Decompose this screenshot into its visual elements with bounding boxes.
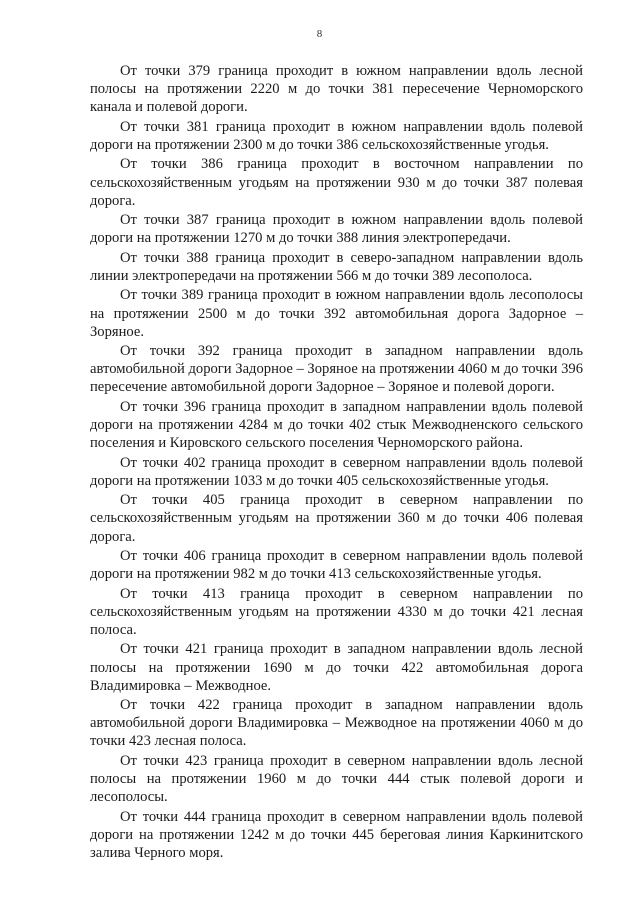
paragraph: От точки 413 граница проходит в северном направлении по сельскохозяйственным угодьям на протяжении 4330 м до точки 421 лесная полоса. xyxy=(90,585,583,638)
paragraph: От точки 422 граница проходит в западном направлении вдоль автомобильной дороги Владимировка – Межводное на протяжении 4060 м до точки 423 лесная полоса. xyxy=(90,697,583,750)
paragraph: От точки 392 граница проходит в западном направлении вдоль автомобильной дороги Задорное – Зоряное на протяжении 4060 м до точки 396 пересечение автомобильной дороги Задорное – Зоряное и полевой дороги. xyxy=(90,343,583,396)
page-number: 8 xyxy=(316,28,323,40)
paragraph: От точки 387 граница проходит в южном направлении вдоль полевой дороги на протяжении 1270 м до точки 388 линия электропередачи. xyxy=(90,212,583,247)
paragraph: От точки 421 граница проходит в западном направлении вдоль лесной полосы на протяжении 1690 м до точки 422 автомобильная дорога Владимировка – Межводное. xyxy=(90,641,583,694)
paragraph: От точки 444 граница проходит в северном направлении вдоль полевой дороги на протяжении 1242 м до точки 445 береговая линия Каркинитского залива Черного моря. xyxy=(90,808,583,862)
paragraph: От точки 379 граница проходит в южном направлении вдоль лесной полосы на протяжении 2220 м до точки 381 пересечение Черноморского канала и полевой дороги. xyxy=(90,63,583,116)
paragraph: От точки 402 граница проходит в северном направлении вдоль полевой дороги на протяжении 1033 м до точки 405 сельскохозяйственные угодья. xyxy=(90,454,583,489)
paragraph: От точки 423 граница проходит в северном направлении вдоль лесной полосы на протяжении 1960 м до точки 444 стык полевой дороги и лесополосы. xyxy=(90,752,583,806)
document-body xyxy=(90,62,583,862)
paragraph: От точки 381 граница проходит в южном направлении вдоль полевой дороги на протяжении 2300 м до точки 386 сельскохозяйственные угодья. xyxy=(90,118,583,153)
paragraph: От точки 396 граница проходит в западном направлении вдоль полевой дороги на протяжении 4284 м до точки 402 стык Межводненского сельского поселения и Кировского сельского поселения Черноморского района. xyxy=(90,398,583,452)
paragraph: От точки 388 граница проходит в северо-западном направлении вдоль линии электропередачи на протяжении 566 м до точки 389 лесополоса. xyxy=(90,249,583,284)
paragraph: От точки 389 граница проходит в южном направлении вдоль лесополосы на протяжении 2500 м до точки 392 автомобильная дорога Задорное – Зоряное. xyxy=(90,287,583,340)
paragraph: От точки 406 граница проходит в северном направлении вдоль полевой дороги на протяжении 982 м до точки 413 сельскохозяйственные угодья. xyxy=(90,548,583,583)
paragraph: От точки 386 граница проходит в восточном направлении по сельскохозяйственным угодьям на протяжении 930 м до точки 387 полевая дорога. xyxy=(90,156,583,209)
paragraph: От точки 405 граница проходит в северном направлении по сельскохозяйственным угодьям на протяжении 360 м до точки 406 полевая дорога. xyxy=(90,492,583,545)
